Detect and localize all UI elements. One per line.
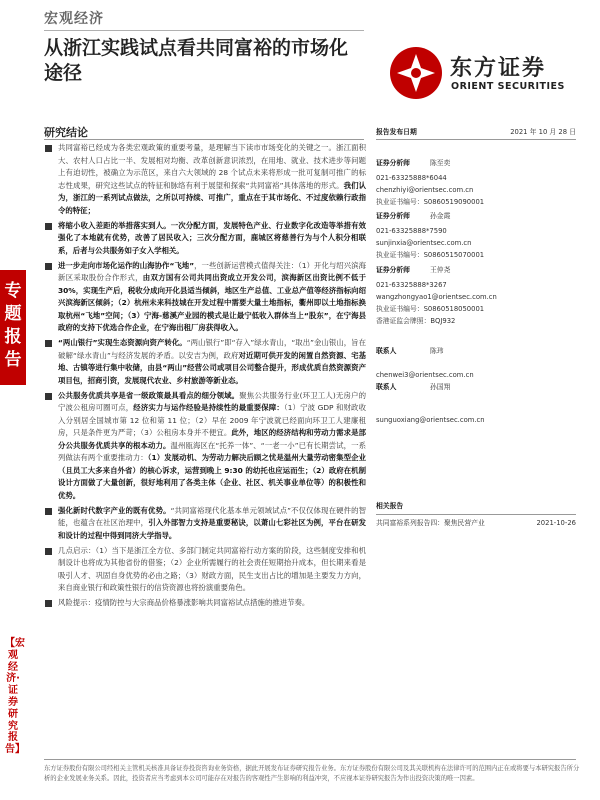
body-text: （1）宁波 GDP 和财政收入分别居全国城市第 12 位和第 11 位；（2）早在 2009 年宁波就已经面向环卫工人建廉租房，只是条件更为严苛；（3）公租房本身并不便宜。 — [58, 403, 366, 437]
orient-logo-icon — [388, 45, 444, 101]
analyst-name: 孙金霞 — [430, 212, 451, 220]
bold-text: 此外，地区的经济结构和劳动力需求是部分公共服务优质共享的根本动力。 — [58, 428, 366, 450]
contact-role: 联系人 — [376, 347, 397, 355]
body-text: 温州瓯海区在“托养一体”、“一老一小”已有长期尝试，一系列做法有两个重要推动力： — [58, 440, 366, 462]
bullet-square-icon — [45, 263, 52, 270]
analyst-role: 证券分析师 — [376, 212, 410, 220]
bullet-square-icon — [45, 393, 52, 400]
analyst-phone: 021-63325888*6044 — [376, 174, 447, 182]
conclusion-list — [44, 142, 366, 612]
analyst-cert: 执业证书编号：S0860519090001 — [376, 198, 485, 206]
bold-text: 对近期可供开发的闲置自然资源、宅基地、古镇等进行集中收储，由县“两山”经营公司或项目公司整合提升，形成优质自然资源资产项目包，招商引资，发展现代农业、乡村旅游等新业态。 — [58, 350, 366, 385]
contact-email[interactable]: chenwei3@orientsec.com.cn — [376, 371, 474, 379]
analyst-phone: 021-63325888*7590 — [376, 227, 447, 235]
analyst-role: 证券分析师 — [376, 266, 410, 274]
conclusion-item — [44, 220, 366, 258]
analyst-name: 王仲尧 — [430, 266, 451, 274]
report-category: 宏观经济 — [44, 11, 104, 27]
conclusion-item — [44, 142, 366, 217]
analyst-cert: 执业证书编号：S0860518050001 — [376, 305, 485, 313]
contact-role: 联系人 — [376, 383, 397, 391]
related-title: 相关报告 — [376, 502, 404, 510]
body-text: 共同富裕已经成为各类宏观政策的重要考量，是理解当下读市市场变化的关键之一。浙江面积大、农村人口占比一半、发展相对均衡、改革创新意识浓烈，在用地、就业、技术进步等问题上有迫切性，被确立为示范区，来自六大领域的 28 个试点未来将形成一批可复制可推广的标志性成果，研究这些试点的特征和脉络有利于展望和探索“共同富裕”具体落地的形式。 — [58, 143, 366, 190]
side-tab — [0, 270, 26, 385]
conclusion-item — [44, 597, 366, 610]
related-divider — [376, 514, 576, 515]
conclusion-item — [44, 505, 366, 543]
info-divider — [376, 139, 576, 140]
bold-text: “两山银行”实现生态资源向资产转化。 — [58, 338, 187, 347]
bullet-square-icon — [45, 145, 52, 152]
logo-name-cn: 东方证券 — [450, 56, 547, 81]
contact-email[interactable]: sunguoxiang@orientsec.com.cn — [376, 416, 485, 424]
section-divider — [44, 139, 364, 140]
body-text: “共同富裕现代化基本单元领域试点”不仅仅体现在硬件的智能，也蕴含在社区治理中， — [58, 505, 366, 527]
analyst-email[interactable]: wangzhongyao1@orientsec.com.cn — [376, 293, 497, 301]
bullet-square-icon — [45, 223, 52, 230]
bullet-square-icon — [45, 600, 52, 607]
bold-text: 强化新时代数字产业的既有优势。 — [58, 505, 171, 515]
bold-text: 公共服务优质共享是省一级政策最具看点的细分领域。 — [58, 390, 240, 400]
conclusion-item — [44, 545, 366, 595]
bold-text: 进一步走向市场化运作的山海协作“飞地” — [58, 260, 195, 270]
body-text: 几点启示：（1）当下是浙江全方位、多部门制定共同富裕行动方案的阶段，这些制度安排和机制设计也将成为其他省份的借鉴；（2）企业所需履行的社会责任短期抬升成本，但长期来看是吸引人才、巩固自身优势的必由之路；（3）财政方面，民生支出占比的增加是主要发力方向，来自商业银行和政策性银行的信贷资源也将扮演重要角色。 — [58, 545, 366, 592]
body-text: 聚焦公共服务行业(环卫工人)无房户的宁波公租房可圈可点， — [58, 390, 366, 412]
analyst-phone: 021-63325888*3267 — [376, 281, 447, 289]
company-logo — [388, 45, 574, 105]
contact-name: 陈玮 — [430, 347, 444, 355]
bold-text: （1）发展动机、为劳动力解决后顾之忧是温州大量劳动密集型企业（且员工大多来自外省）的核心诉求，运营到晚上 9:30 的幼托也应运而生；（2）政府在机制设计方面做了大量创新，很好地利用了各类主体（企业、社区、机关事业单位等）的积极性和优势。 — [58, 453, 366, 500]
conclusion-item — [44, 337, 366, 387]
body-text: 风险提示：疫情防控与大宗商品价格暴涨影响共同富裕试点措施的推进节奏。 — [58, 598, 310, 607]
date-value: 2021 年 10 月 28 日 — [510, 128, 576, 136]
analyst-email[interactable]: chenzhiyi@orientsec.com.cn — [376, 186, 474, 194]
analyst-email[interactable]: sunjinxia@orientsec.com.cn — [376, 239, 472, 247]
date-label: 报告发布日期 — [376, 128, 417, 136]
logo-name-en: ORIENT SECURITIES — [451, 81, 565, 92]
header-divider — [44, 30, 364, 31]
related-report-date: 2021-10-26 — [536, 519, 576, 527]
analyst-role: 证券分析师 — [376, 159, 410, 167]
vertical-report-label: 【宏观经济·证券研究报告】 — [5, 638, 25, 756]
contact-name: 孙国翔 — [430, 383, 451, 391]
bold-text: 由双方国有公司共同出资成立开发公司，滨海新区出资比例不低于 30%，实现生产后，税收分成向开化县适当倾斜，地区生产总值、工业总产值等经济指标向绍兴滨海新区倾斜；（2）杭州未来科技城在开发过程中需要大量土地指标，衢州即以土地指标换取杭州“飞地”空间；（3）宁海-慈溪产业园的模式是让最宁低收入群体当上“股东”，在宁海县政府的支持下优选合作企业，在宁海出租厂房获得收入。 — [58, 273, 366, 332]
disclaimer: 东方证券股份有限公司经相关主管机关核准具备证券投资咨询业务资格，据此开展发布证券研究报告业务。东方证券股份有限公司及其关联机构在法律许可的范围内正在或将要与本研究报告所分析的企业发展业务关系。因此，投资者应当考虑到本公司可能存在对报告的客观性产生影响的利益冲突，不应视本证券研究报告为作出投资决策的唯一因素。 — [44, 765, 580, 782]
bullet-square-icon — [45, 340, 52, 347]
analyst-name: 陈至奕 — [430, 159, 451, 167]
bold-text: 引入外部智力支持是重要秘诀，以萧山七彩社区为例，平台在研发和设计的过程中得到同济大学指导。 — [58, 518, 366, 540]
section-title: 研究结论 — [44, 126, 88, 139]
analyst-license: 香港证监会牌照：BQJ932 — [376, 317, 456, 325]
report-title: 从浙江实践试点看共同富裕的市场化途径 — [44, 37, 349, 84]
side-tab-label: 专题报告 — [4, 281, 22, 370]
bold-text: 经济实力与运作经验是持续性的最重要保障： — [133, 403, 284, 412]
related-report-link[interactable]: 共同富裕系列报告四：聚焦民营产业 — [376, 519, 485, 527]
bold-text: 我们认为，浙江的一系列试点做法，之所以可持续、可推广，重点在于其市场化、不过度依赖行政指令的特征； — [58, 180, 366, 215]
bold-text: 将缩小收入差距的举措落实到人。一次分配方面，发展特色产业、行业数字化改造等举措有效强化了本地就有优势，改善了居民收入；三次分配方面，鹿城区将慈善行为与个人积分相联系，后者与公共服务如子女入学相关。 — [58, 220, 366, 255]
conclusion-item — [44, 390, 366, 503]
conclusion-item — [44, 260, 366, 335]
body-text: “两山银行”即“存入”绿水青山，“取出”金山银山，旨在破解“绿水青山”与经济发展的矛盾。以安吉为例，政府 — [58, 338, 367, 360]
bullet-square-icon — [45, 508, 52, 515]
analyst-cert: 执业证书编号：S0860515070001 — [376, 251, 485, 259]
body-text: ，一些创新运营模式值得关注：（1）开化与绍兴滨海新区采取股份合作形式， — [58, 260, 366, 282]
bullet-square-icon — [45, 548, 52, 555]
footer-divider — [44, 759, 576, 760]
